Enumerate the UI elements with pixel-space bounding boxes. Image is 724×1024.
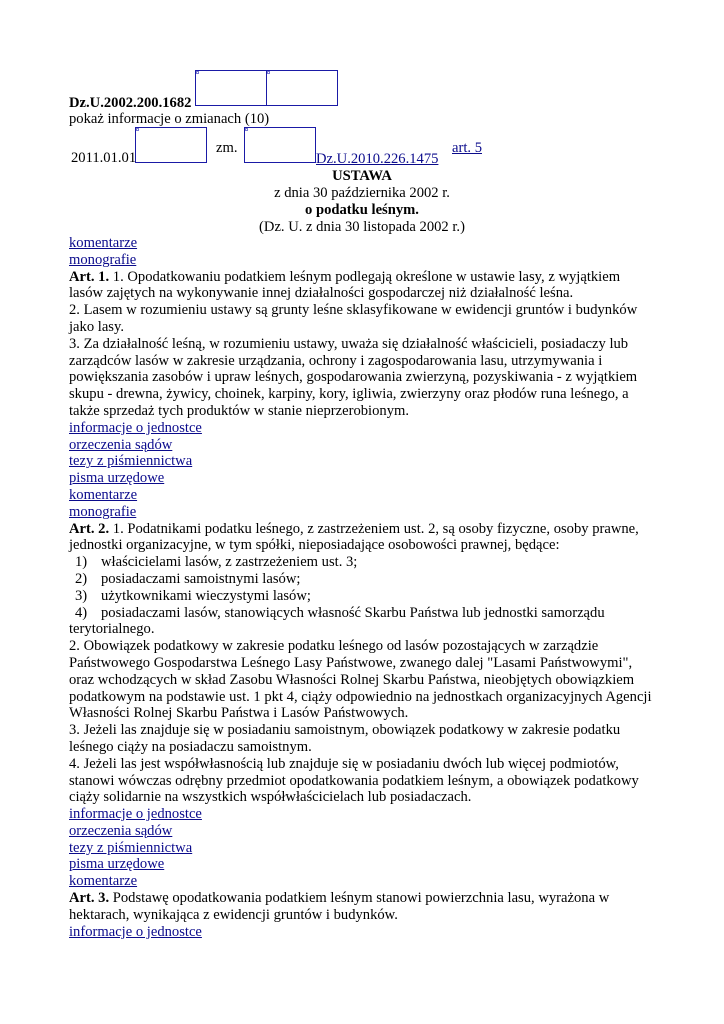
article-text: oraz wchodzących w skład Zasobu Własności Rolnej Skarbu Państwa, nieobjętych obowiązkiem xyxy=(69,671,635,688)
link-literature-theses[interactable]: tezy z piśmiennictwa xyxy=(69,453,193,470)
list-item: 3) użytkownikami wieczystymi lasów; xyxy=(75,587,311,604)
link-court-rulings[interactable]: orzeczenia sądów xyxy=(69,436,173,453)
link-unit-info[interactable]: informacje o jednostce xyxy=(69,806,202,823)
article-text: podatkowym na podstawie ust. 1 pkt 4, ciąży odpowiednio na jednostkach organizacyjnych Agencji xyxy=(69,688,652,705)
article-text: hektarach, wynikająca z ewidencji gruntów i budynków. xyxy=(69,906,398,923)
link-literature-theses[interactable]: tezy z piśmiennictwa xyxy=(69,839,193,856)
article-text: stanowi wówczas odrębny przedmiot opodatkowania podatkiem leśnym, a obowiązek podatkowy xyxy=(69,772,639,789)
article-1: Art. 1. 1. Opodatkowaniu podatkiem leśnym podlegają określone w ustawie lasy, z wyjątkiem lasów zajętych na wykonywanie innej działalności gospodarczej niż działalność leśna. 2. Lasem w rozumieniu ustawy są grunty leśne sklasyfikowane w ewidencji gruntów i budynków jako lasy. 3. Za działalność leśną, w rozumieniu ustawy, uważa się działalność właścicieli, posiadaczy lub zarządców lasów w zakresie urządzania, ochrony i zagospodarowania lasu, utrzymywania i powiększania zasobów i upraw leśnych, gospodarowania zwierzyną, pozyskiwania - z wyjątkiem skupu - drewna, żywicy, choinek, karpiny, kory, igliwia, zwierzyny oraz płodów runa leśnego, a także sprzedaż tych produktów w stanie nieprzerobionym. xyxy=(69,269,669,420)
link-monographs[interactable]: monografie xyxy=(69,503,137,520)
article-text: zarządców lasów w zakresie urządzania, ochrony i zagospodarowania lasu, utrzymywania i xyxy=(69,352,603,369)
article-text: 3. Za działalność leśną, w rozumieniu ustawy, uważa się działalność właścicieli, posiadaczy lub xyxy=(69,335,629,352)
article-link[interactable]: art. 5 xyxy=(452,140,482,156)
list-item: 2) posiadaczami samoistnymi lasów; xyxy=(75,570,301,587)
link-court-rulings[interactable]: orzeczenia sądów xyxy=(69,822,173,839)
article-text: Własności Rolnej Skarbu Państwa i Lasów Państwowych. xyxy=(69,705,409,722)
article-text: ciąży solidarnie na wszystkich współwłaścicielach lub posiadaczach. xyxy=(69,789,472,806)
article-label: Art. 1. xyxy=(69,268,110,285)
act-publication: (Dz. U. z dnia 30 listopada 2002 r.) xyxy=(259,219,465,235)
article-text: powiększania zasobów i upraw leśnych, gospodarowania zwierzyną, pozyskiwania - z wyjątkiem xyxy=(69,369,638,386)
list-item: 4) posiadaczami lasów, stanowiących własność Skarbu Państwa lub jednostki samorządu xyxy=(75,604,605,621)
article-3: Art. 3. Podstawę opodatkowania podatkiem leśnym stanowi powierzchnia lasu, wyrażona w hektarach, wynikająca z ewidencji gruntów i budynków. xyxy=(69,890,669,924)
link-comments[interactable]: komentarze xyxy=(69,235,138,251)
article-text: 2. Lasem w rozumieniu ustawy są grunty leśne sklasyfikowane w ewidencji gruntów i budynków xyxy=(69,302,638,319)
doc-id: Dz.U.2002.200.1682 xyxy=(69,95,192,111)
article-2: Art. 2. 1. Podatnikami podatku leśnego, z zastrzeżeniem ust. 2, są osoby fizyczne, osoby prawne, jednostki organizacyjne, w tym spółki, nieposiadające osobowości prawnej, będące: 1) właścicielami lasów, z zastrzeżeniem ust. 3; 2) posiadaczami samoistnymi lasów; 3) użytkownikami wieczystymi lasów; 4) posiadaczami lasów, stanowiących własność Skarbu Państwa lub jednostki samorządu terytorialnego. 2. Obowiązek podatkowy w zakresie podatku leśnego od lasów pozostających w zarządzie Państwowego Gospodarstwa Leśnego Lasy Państwowe, zwanego dalej "Lasami Państwowymi", oraz wchodzących w skład Zasobu Własności Rolnej Skarbu Państwa, nieobjętych obowiązkiem podatkowym na podstawie ust. 1 pkt 4, ciąży odpowiednio na jednostkach organizacyjnych Agencji Własności Rolnej Skarbu Państwa i Lasów Państwowych. 3. Jeżeli las znajduje się w posiadaniu samoistnym, obowiązek podatkowy w zakresie podatku leśnego ciąży na posiadaczu samoistnym. 4. Jeżeli las jest współwłasnością lub znajduje się w posiadaniu dwóch lub więcej podmiotów, stanowi wówczas odrębny przedmiot opodatkowania podatkiem leśnym, a obowiązek podatkowy ciąży solidarnie na wszystkich współwłaścicielach lub posiadaczach. xyxy=(69,521,669,807)
image-placeholder-1 xyxy=(195,70,267,106)
image-placeholder-3 xyxy=(135,127,207,163)
link-unit-info[interactable]: informacje o jednostce xyxy=(69,923,202,940)
list-item: 1) właścicielami lasów, z zastrzeżeniem ust. 3; xyxy=(75,554,358,571)
image-placeholder-2 xyxy=(266,70,338,106)
article-text: jako lasy. xyxy=(69,318,124,335)
article-text: jednostki organizacyjne, w tym spółki, nieposiadające osobowości prawnej, będące: xyxy=(69,537,560,554)
article-text: leśnego ciąży na posiadaczu samoistnym. xyxy=(69,738,312,755)
image-placeholder-4 xyxy=(244,127,316,163)
article-text: 3. Jeżeli las znajduje się w posiadaniu samoistnym, obowiązek podatkowy w zakresie podatku xyxy=(69,722,621,739)
link-official-letters[interactable]: pisma urzędowe xyxy=(69,856,165,873)
link-comments[interactable]: komentarze xyxy=(69,873,138,890)
changes-info[interactable]: pokaż informacje o zmianach (10) xyxy=(69,111,270,127)
zm-label: zm. xyxy=(216,140,238,156)
article-text: także sprzedaż tych produktów w stanie nieprzerobionym. xyxy=(69,402,409,419)
link-official-letters[interactable]: pisma urzędowe xyxy=(69,470,165,487)
act-date: z dnia 30 października 2002 r. xyxy=(274,185,450,201)
article-label: Art. 3. xyxy=(69,890,110,907)
link-unit-info[interactable]: informacje o jednostce xyxy=(69,419,202,436)
amending-act-link[interactable]: Dz.U.2010.226.1475 xyxy=(316,151,439,167)
article-text: terytorialnego. xyxy=(69,621,155,638)
article-text: Państwowego Gospodarstwa Leśnego Lasy Państwowe, zwanego dalej "Lasami Państwowymi", xyxy=(69,654,633,671)
link-comments[interactable]: komentarze xyxy=(69,486,138,503)
act-subject: o podatku leśnym. xyxy=(305,202,419,218)
article-label: Art. 2. xyxy=(69,520,110,537)
article-text: 4. Jeżeli las jest współwłasnością lub znajduje się w posiadaniu dwóch lub więcej podmiotów, xyxy=(69,755,619,772)
act-type: USTAWA xyxy=(332,168,392,184)
article-text: lasów zajętych na wykonywanie innej działalności gospodarczej niż działalność leśna. xyxy=(69,285,574,302)
act-content xyxy=(69,235,669,940)
article-text: skupu - drewna, żywicy, choinek, karpiny, kory, igliwia, zwierzyny oraz płodów runa leśnego, a xyxy=(69,386,629,403)
link-monographs[interactable]: monografie xyxy=(69,251,137,268)
article-text: 2. Obowiązek podatkowy w zakresie podatku leśnego od lasów pozostających w zarządzie xyxy=(69,638,599,655)
change-date: 2011.01.01 xyxy=(71,150,137,166)
